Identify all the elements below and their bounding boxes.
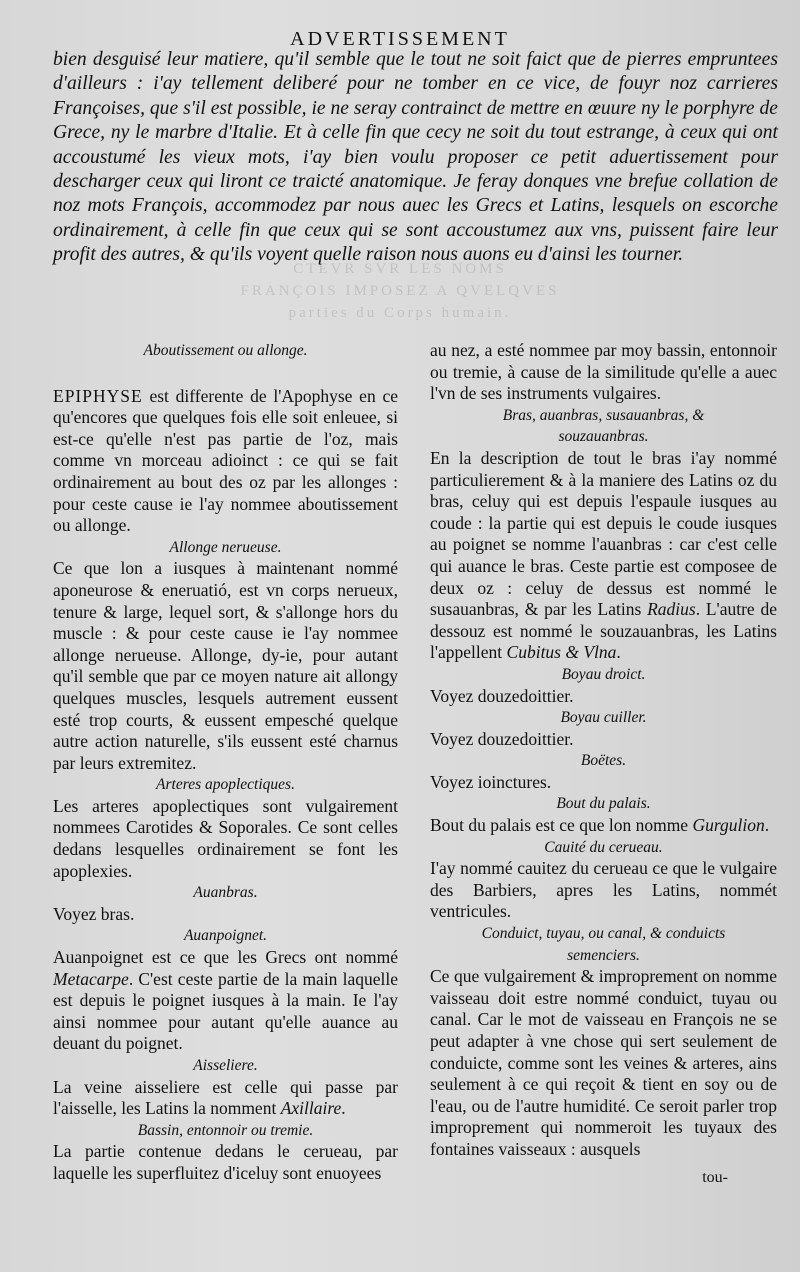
entry-heading: Arteres apoplectiques. (156, 776, 295, 794)
entry-heading: Cauité du cerueau. (544, 838, 663, 856)
entry-text (53, 386, 398, 537)
entry-heading: Auanbras. (193, 884, 258, 902)
entry-text: au nez, a esté nommee par moy bassin, entonnoir ou tremie, à cause de la similitude qu'elle a auec l'vn de ses instruments vulgaires. (430, 340, 777, 404)
intro-text: bien desguisé leur matiere, qu'il semble que le tout ne soit faict que de pierres empruntees d'ailleurs : i'ay tellement deliberé pour ne tomber en ce vice, de fouyr noz carrieres Françoises, que s'il est possible, ie ne seray contrainct de mettre en œuure ny le porphyre de Grece, ny le marbre d'Italie. Et à celle fin que cecy ne soit du tout estrange, à ceux qui ont accoustumé les vieux mots, i'ay bien voulu proposer ce petit aduertissement pour descharger ceux qui liront ce traicté anatomique. Je feray donques vne brefue collation de noz mots François, accommodez par nous auec les Grecs et Latins, lesquels on escorche ordinairement, à celle fin que ceux qui se sont accoustumez aux vns, puissent faire leur profit des autres, & qu'ils voyent quelle raison nous auons eu d'ainsi les tourner. (53, 49, 778, 266)
entry-text: Ce que lon a iusques à maintenant nommé aponeurose & eneruatió, est vn corps nerueux, tenure & large, lequel sort, & s'allonge hors du muscle : & pour ceste cause ie l'ay nommee allonge nerueuse. Allonge, dy-ie, pour autant qu'il semble que par ce moyen nature ait allongy quelques muscles, lesquels autrement eussent esté trop courts, & eussent empesché quelque autre action naturelle, s'ils eussent esté charnus par leurs extremitez. (53, 558, 398, 773)
intro-paragraph (53, 48, 778, 268)
entry-heading: Boyau cuiller. (560, 709, 647, 727)
entry-heading: Allonge nerueuse. (169, 538, 282, 556)
entry-text-part: La veine aisseliere est celle qui passe par l'aisselle, les Latins la nomment (53, 1076, 398, 1119)
right-column (430, 340, 777, 1161)
entry-heading: Bassin, entonnoir ou tremie. (137, 1121, 314, 1139)
latin-term: Radius (647, 599, 696, 620)
entry-text (53, 947, 398, 1055)
entry-text: Ce que vulgairement & improprement on nomme vaisseau doit estre nommé conduict, tuyau ou canal. Car le mot de vaisseau en François ne se peut adapter à vne chose qui sert seulement de conduicte, comme sont les veines & arteres, ains seulement à ce qui reçoit & tient en soy ou de l'eau, ou de l'autre humidité. Ce seroit parler trop improprement qui nommeroit les tuyaux des fontaines vaisseaux : ausquels (430, 966, 777, 1159)
heading-line: Conduict, tuyau, ou canal, & conduicts (481, 925, 726, 943)
entry-heading: Bout du palais. (556, 795, 651, 813)
running-title: ADVERTISSEMENT (290, 28, 510, 50)
entry-text-part: . L'autre de dessouz est nommé le souzauanbras, les Latins l'appellent (430, 599, 777, 663)
entry-heading: Aisseliere. (193, 1057, 258, 1074)
entry-text: Voyez douzedoittier. (430, 685, 574, 706)
latin-term: Cubitus & Vlna (506, 642, 617, 663)
entry-text: Les arteres apoplectiques sont vulgairement nommees Carotides & Soporales. Ce sont celles dedans lesquelles ordinairement se font les apoplexies. (53, 795, 398, 881)
entry-text-part: . (616, 642, 621, 663)
bleed-line-2: FRANÇOIS IMPOSEZ A QVELQVES (240, 283, 560, 299)
entry-text-body: est differente de l'Apophyse en ce qu'encores que quelques fois elle soit enleuee, si est-ce qu'elle n'est pas partie de l'oz, mais comme vn morceau adioinct : ce qui se fait ordinairement au bout des oz par les allonges : pour ceste cause ie l'ay nommee aboutissement ou allonge. (53, 385, 398, 536)
bleed-through-text (230, 258, 570, 324)
entry-heading: Boyau droict. (561, 665, 646, 683)
bleed-line-3: parties du Corps humain. (288, 305, 512, 321)
latin-term: Gurgulion (692, 815, 765, 836)
entry-lead-word: EPIPHYSE (53, 385, 143, 406)
bleed-line-1: CTEVR SVR LES NOMS (293, 261, 507, 277)
entry-text-part: Bout du palais est ce que lon nomme (430, 815, 693, 836)
entry-text: Voyez douzedoittier. (430, 728, 574, 749)
entry-heading (430, 923, 777, 966)
entry-text: Voyez ioinctures. (430, 771, 552, 792)
left-column (53, 340, 398, 1185)
entry-text (430, 448, 777, 664)
heading-line: Bras, auanbras, susauanbras, & (502, 406, 705, 424)
entry-text-part: . (341, 1098, 346, 1119)
entry-text: La partie contenue dedans le cerueau, par laquelle les superfluitez d'iceluy sont enuoyees (53, 1141, 398, 1183)
heading-line: semenciers. (567, 946, 640, 964)
entry-heading: Boëtes. (580, 752, 627, 770)
entry-text (430, 815, 777, 837)
latin-term: Axillaire (280, 1098, 342, 1119)
spacer (53, 362, 398, 386)
entry-text-part: . (764, 815, 770, 836)
entry-text: Voyez bras. (53, 903, 135, 924)
entry-text: I'ay nommé cauitez du cerueau ce que le vulgaire des Barbiers, apres les Latins, nommét ventricules. (430, 858, 777, 922)
entry-text-part: Auanpoignet est ce que les Grecs ont nommé (53, 947, 398, 968)
entry-heading: Auanpoignet. (183, 927, 268, 945)
entry-heading: Aboutissement ou allonge. (143, 342, 308, 359)
heading-line: souzauanbras. (558, 428, 649, 446)
latin-term: Metacarpe (53, 968, 129, 989)
entry-text-part: . C'est ceste partie de la main laquelle est depuis le poignet iusques à la main. Ie l'ay ainsi nommee pour autant qu'elle auance au deuant du poignet. (53, 968, 398, 1054)
entry-text-part: En la description de tout le bras i'ay nommé particulierement & à la maniere des Latins oz du bras, celuy qui est depuis l'espaule iusques au coude : la partie qui est depuis le coude iusques au poignet se nomme l'auanbras : car c'est celle qui auance le bras. Ceste partie est composee de deux oz : celuy de dessus est nommé le susauanbras, & par les Latins (430, 447, 777, 620)
catchword: tou- (702, 1169, 728, 1186)
entry-heading (430, 405, 777, 448)
entry-text (53, 1077, 398, 1120)
